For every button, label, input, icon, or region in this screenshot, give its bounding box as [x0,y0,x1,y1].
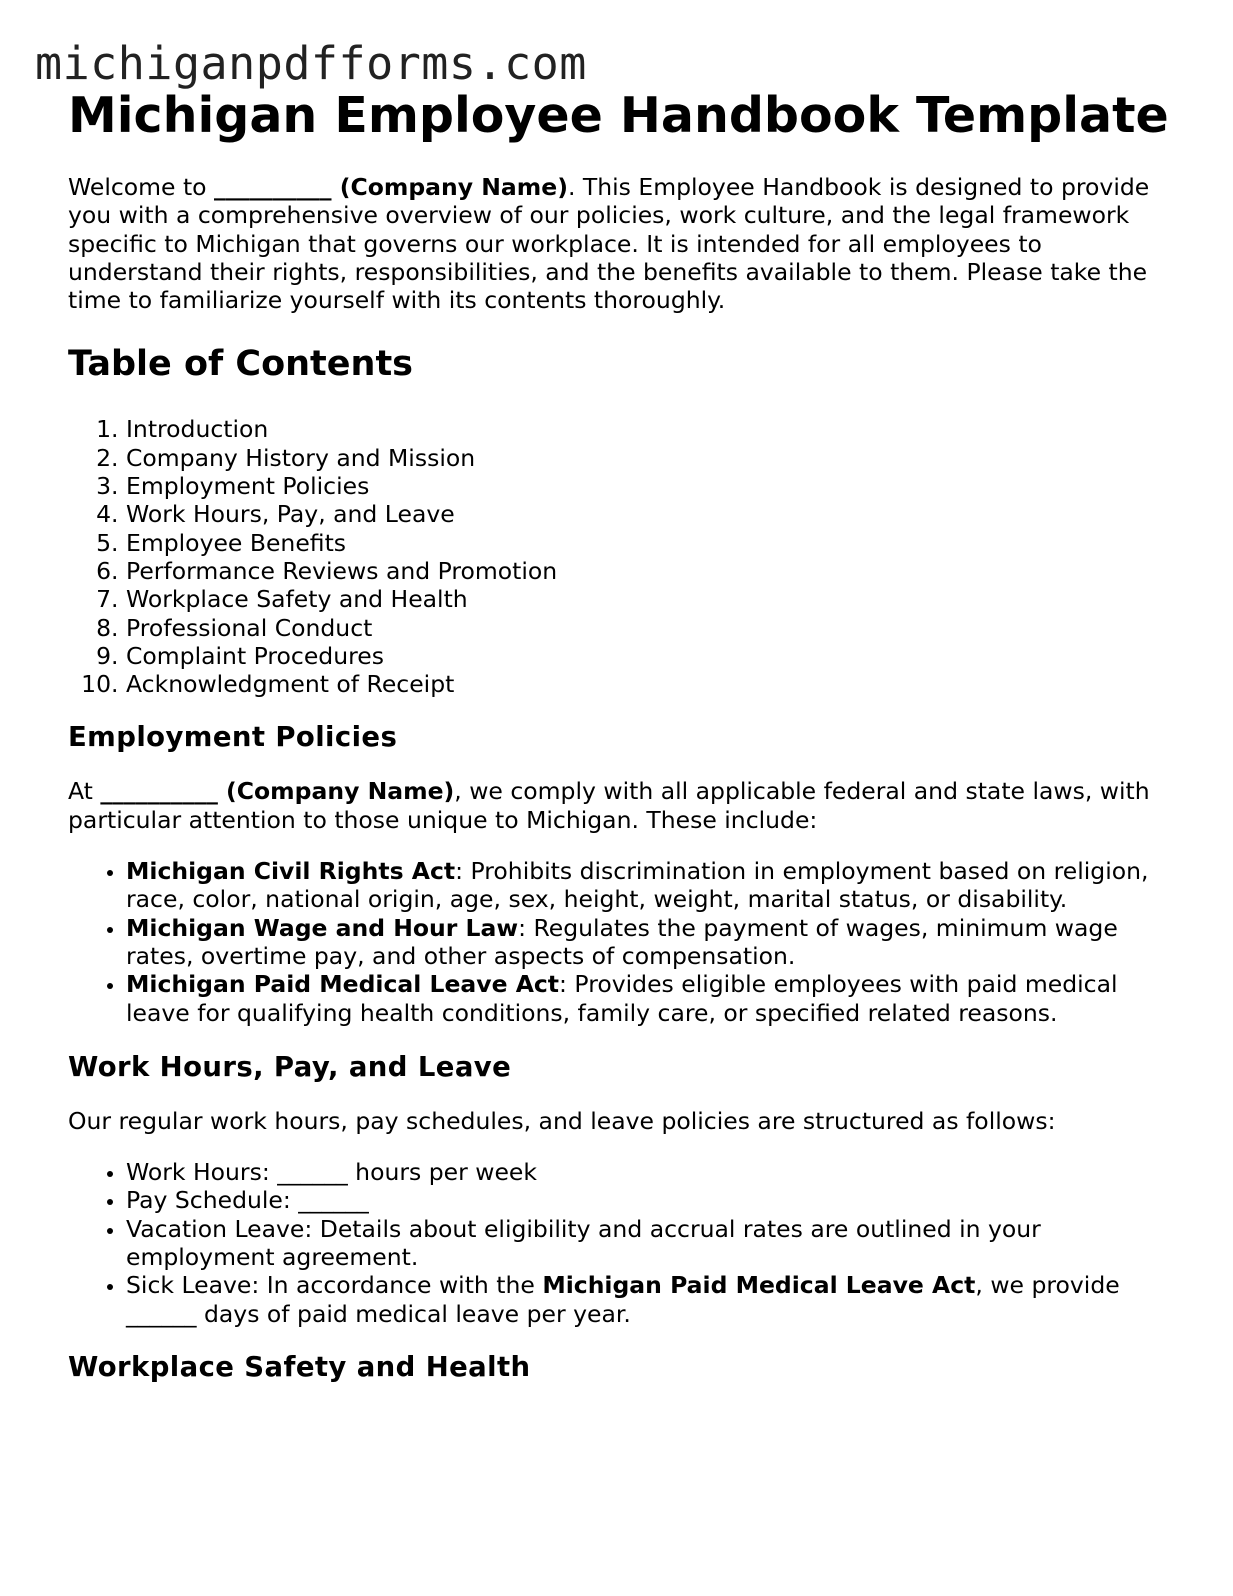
work-hours-item: • Work Hours: ______ hours per week [126,1158,1178,1186]
para-text: , we comply with all applicable federal and state laws, with particular attention to those unique to Michigan. These include: [68,777,1150,834]
employment-policies-paragraph [68,777,1178,834]
law-item [126,857,1178,914]
intro-paragraph [68,173,1178,314]
sick-prefix: Sick Leave: In accordance with the [126,1271,543,1300]
vacation-leave-item: • Vacation Leave: Details about eligibility and accrual rates are outlined in your employment agreement. [126,1215,1178,1272]
company-name-label: (Company Name) [331,173,568,201]
para-prefix: At [68,777,101,806]
toc-heading: Table of Contents [68,344,414,385]
law-name: Michigan Paid Medical Leave Act [126,970,560,999]
workplace-safety-heading: Workplace Safety and Health [68,1350,531,1383]
toc-item: 6. Performance Reviews and Promotion [126,557,1178,585]
pay-schedule-item: • Pay Schedule: ______ [126,1186,1178,1214]
sick-suffix: , we provide ______ days of paid medical leave per year. [126,1271,1120,1328]
company-name-blank: __________ [100,777,218,806]
law-desc: : Prohibits discrimination in employment based on religion, race, color, national origin, age, sex, height, weight, marital status, or disability. [126,857,1149,914]
toc-item: 7. Workplace Safety and Health [126,585,1178,613]
toc-item: 8. Professional Conduct [126,614,1178,642]
document-page [68,86,1178,1384]
law-name: Michigan Wage and Hour Law [126,913,519,942]
law-item [126,914,1178,971]
law-name: Michigan Civil Rights Act [126,857,456,886]
company-name-blank: __________ [214,173,332,201]
company-name-label: (Company Name) [217,777,455,806]
law-item [126,970,1178,1027]
sick-act-name: Michigan Paid Medical Leave Act [542,1271,976,1300]
law-desc: : Provides eligible employees with paid medical leave for qualifying health conditions, family care, or specified related reasons. [126,970,1118,1027]
page-title: Michigan Employee Handbook Template [68,87,1169,144]
sick-leave-item [126,1271,1178,1328]
toc-item: 2. Company History and Mission [126,444,1178,472]
toc-list [68,415,1178,698]
employment-policies-heading: Employment Policies [68,721,398,754]
toc-item: 9. Complaint Procedures [126,642,1178,670]
work-hours-list [68,1158,1178,1328]
toc-item: 3. Employment Policies [126,472,1178,500]
toc-item: 10. Acknowledgment of Receipt [126,670,1178,698]
toc-item: 4. Work Hours, Pay, and Leave [126,500,1178,528]
intro-text: . This Employee Handbook is designed to provide you with a comprehensive overview of our policies, work culture, and the legal framework specific to Michigan that governs our workplace. It is intended for all employees to understand their rights, responsibilities, and the benefits available to them. Please take the time to familiarize yourself with its contents thoroughly. [68,173,1150,315]
toc-item: 5. Employee Benefits [126,529,1178,557]
intro-prefix: Welcome to [68,173,215,201]
toc-item: 1. Introduction [126,415,1178,443]
work-hours-intro: Our regular work hours, pay schedules, and leave policies are structured as follows: [68,1106,1056,1135]
law-desc: : Regulates the payment of wages, minimum wage rates, overtime pay, and other aspects of compensation. [126,913,1118,970]
laws-list [68,857,1178,1027]
watermark: michiganpdfforms.com [35,37,587,90]
work-hours-heading: Work Hours, Pay, and Leave [68,1050,512,1083]
